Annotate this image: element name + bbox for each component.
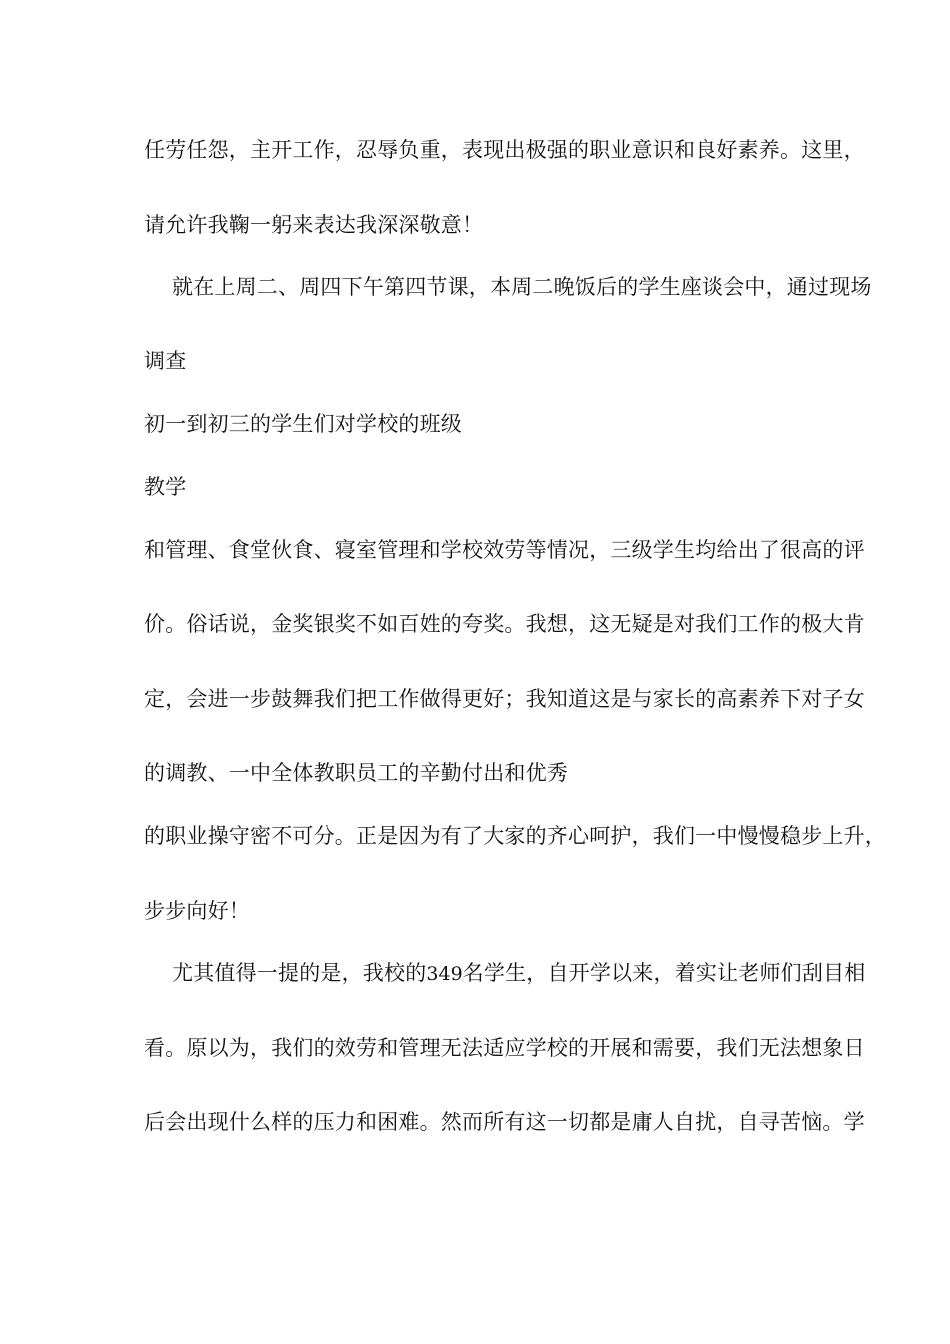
text-line-1: 任劳任怨，主开工作，忍辱负重，表现出极强的职业意识和良好素养。这里，: [144, 138, 865, 162]
text-line-13: [172, 959, 865, 988]
text-line-6: 教学: [144, 475, 187, 499]
text-line-11: 的职业操守密不可分。正是因为有了大家的齐心呵护，我们一中慢慢稳步上升，: [144, 824, 886, 848]
text-line-10: 的调教、一中全体教职员工的辛勤付出和优秀: [144, 761, 568, 785]
student-count-number: 349: [426, 963, 463, 985]
text-line-9: 定，会进一步鼓舞我们把工作做得更好；我知道这是与家长的高素养下对子女: [144, 687, 865, 711]
text-line-4: 调查: [144, 349, 187, 373]
text-line-13-part-1: 尤其值得一提的是，我校的: [172, 961, 427, 985]
text-line-2: 请允许我鞠一躬来表达我深深敬意！: [144, 213, 484, 237]
text-line-13-part-2: 名学生，自开学以来，着实让老师们刮目相: [462, 961, 866, 985]
text-line-3: 就在上周二、周四下午第四节课，本周二晚饭后的学生座谈会中，通过现场: [172, 275, 872, 299]
text-line-7: 和管理、食堂伙食、寝室管理和学校效劳等情况，三级学生均给出了很高的评: [144, 538, 865, 562]
text-line-12: 步步向好！: [144, 899, 250, 923]
text-line-8: 价。俗话说，金奖银奖不如百姓的夸奖。我想，这无疑是对我们工作的极大肯: [144, 612, 865, 636]
text-line-5: 初一到初三的学生们对学校的班级: [144, 412, 462, 436]
text-line-14: 看。原以为，我们的效劳和管理无法适应学校的开展和需要，我们无法想象日: [144, 1036, 865, 1060]
text-line-15: 后会出现什么样的压力和困难。然而所有这一切都是庸人自扰，自寻苦恼。学: [144, 1110, 865, 1134]
